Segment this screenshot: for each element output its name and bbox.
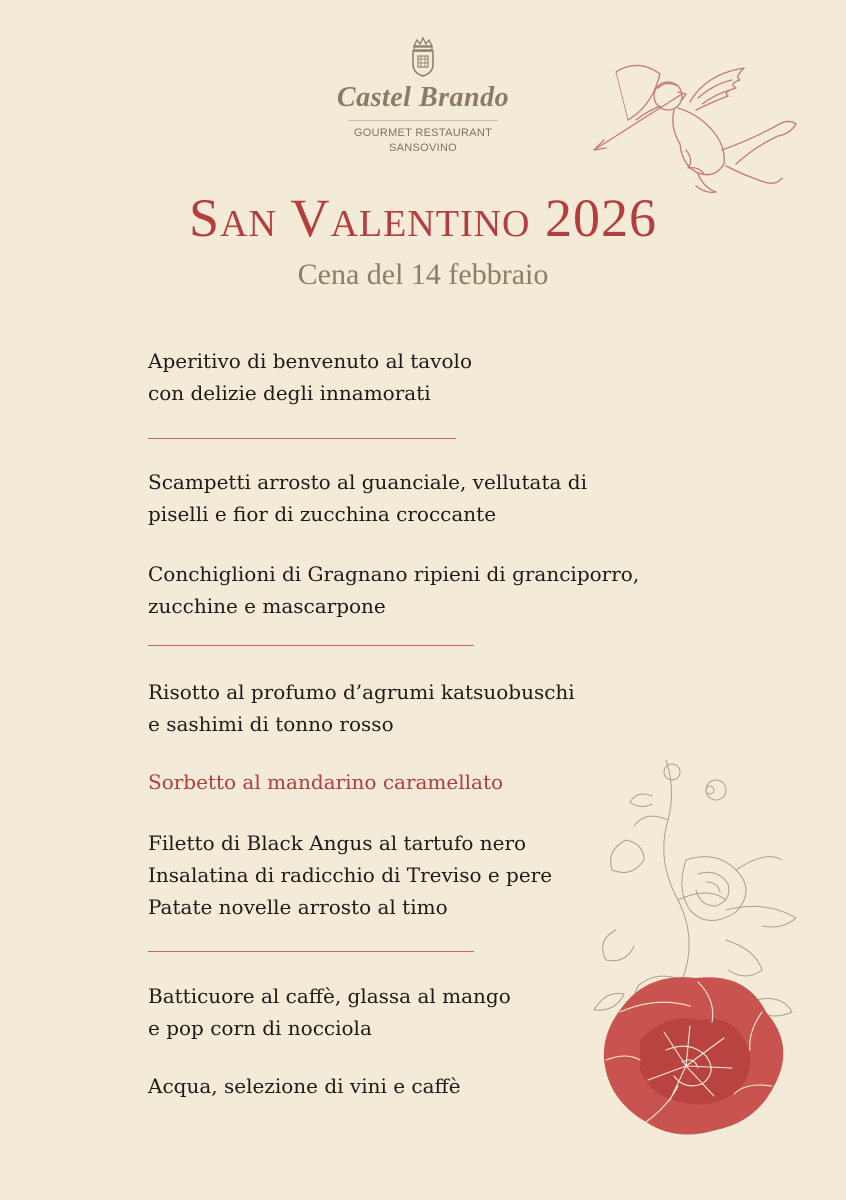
page-subtitle: Cena del 14 febbraio — [297, 258, 549, 291]
crest-icon — [408, 36, 438, 78]
menu-line: zucchine e mascarpone — [148, 594, 386, 618]
menu-line: Insalatina di radicchio di Treviso e pere — [148, 863, 553, 887]
menu-item-aperitivo — [148, 345, 472, 409]
menu-line: Filetto di Black Angus al tartufo nero — [148, 831, 527, 855]
rose-illustration — [586, 750, 816, 1160]
menu-line: Sorbetto al mandarino caramellato — [148, 770, 504, 794]
menu-line: Aperitivo di benvenuto al tavolo — [148, 349, 472, 373]
menu-line: Risotto al profumo d’agrumi katsuobuschi — [148, 680, 575, 704]
menu-item-scampetti — [148, 466, 587, 530]
menu-item-risotto — [148, 676, 575, 740]
menu-item-filetto — [148, 827, 552, 923]
section-divider — [148, 645, 474, 646]
menu-line: piselli e fior di zucchina croccante — [148, 502, 497, 526]
section-divider — [148, 438, 456, 439]
menu-item-conchiglioni — [148, 558, 639, 622]
page-title: San Valentino 2026 — [189, 188, 657, 248]
brand-line-2: SANSOVINO — [388, 142, 458, 154]
menu-line: e sashimi di tonno rosso — [148, 712, 394, 736]
brand-logo-text: Castel Brando — [336, 82, 510, 113]
section-divider — [148, 951, 474, 952]
menu-line: con delizie degli innamorati — [148, 381, 431, 405]
menu-line: Acqua, selezione di vini e caffè — [148, 1074, 461, 1098]
menu-item-acqua — [148, 1070, 461, 1102]
brand-line-1: GOURMET RESTAURANT — [353, 127, 493, 139]
menu-line: e pop corn di nocciola — [148, 1016, 372, 1040]
cupid-illustration — [586, 54, 808, 194]
menu-item-sorbetto — [148, 766, 503, 798]
brand-divider — [348, 120, 498, 121]
menu-item-batticuore — [148, 980, 511, 1044]
menu-line: Scampetti arrosto al guanciale, vellutata di — [148, 470, 587, 494]
menu-line: Conchiglioni di Gragnano ripieni di granciporro, — [148, 562, 640, 586]
menu-line: Batticuore al caffè, glassa al mango — [148, 984, 511, 1008]
menu-line: Patate novelle arrosto al timo — [148, 895, 448, 919]
